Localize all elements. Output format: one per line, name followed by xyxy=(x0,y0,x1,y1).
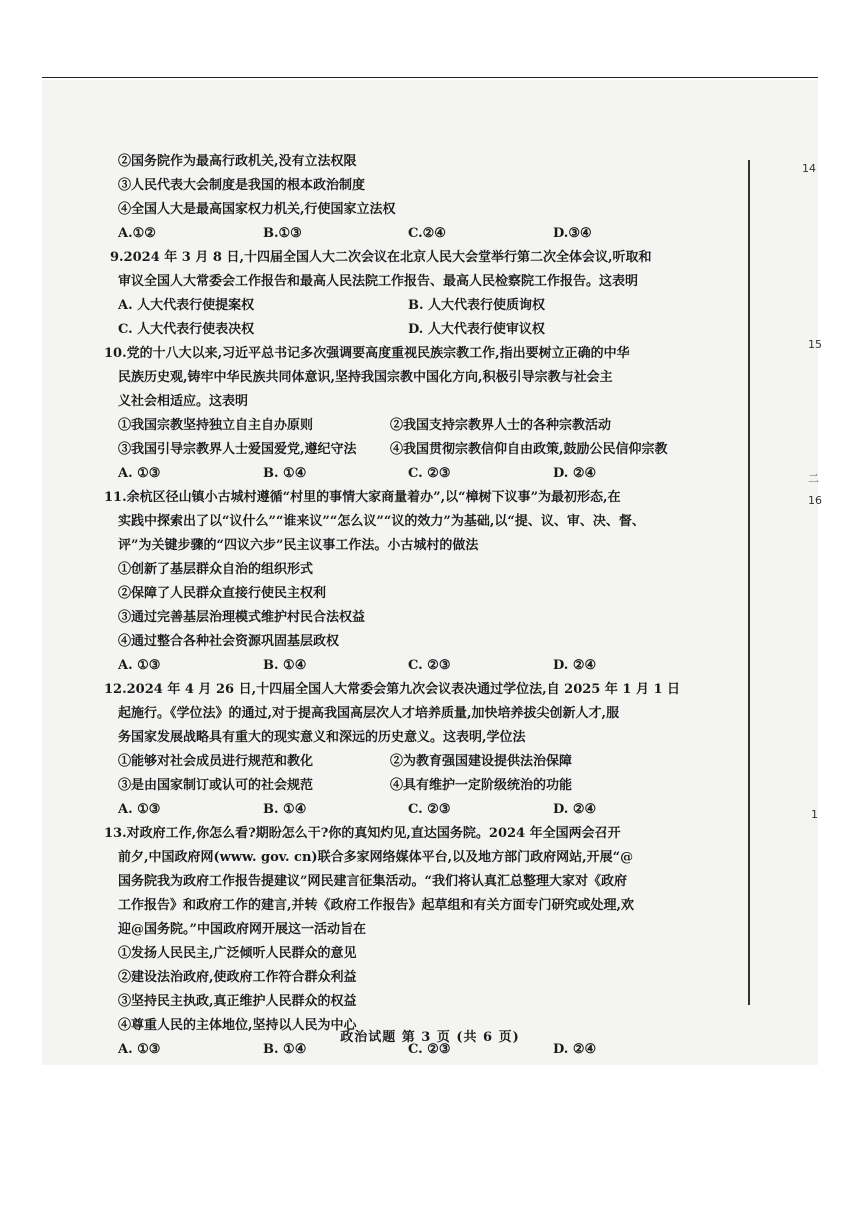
statement-list xyxy=(104,414,740,462)
column-divider xyxy=(748,160,750,1005)
option-d: D. ②④ xyxy=(553,466,597,481)
edge-mark: 15 xyxy=(808,338,822,351)
statement: ①能够对社会成员进行规范和教化 xyxy=(118,754,314,769)
option-b: B. 人大代表行使质询权 xyxy=(408,298,546,313)
option-b: B. ①④ xyxy=(263,1042,307,1057)
option-c: C.②④ xyxy=(408,226,446,241)
option-b: B. ①④ xyxy=(263,466,307,481)
statement: ③坚持民主执政,真正维护人民群众的权益 xyxy=(118,994,357,1009)
option-c: C. ②③ xyxy=(408,466,451,481)
statement: ②我国支持宗教界人士的各种宗教活动 xyxy=(390,418,612,433)
question-stem-line: 评”为关键步骤的“四议六步”民主议事工作法。小古城村的做法 xyxy=(118,538,479,553)
question-stem-line: 义社会相适应。这表明 xyxy=(118,394,249,409)
statement: ②保障了人民群众直接行使民主权利 xyxy=(118,586,327,601)
question-stem-line: 党的十八大以来,习近平总书记多次强调要高度重视民族宗教工作,指出要树立正确的中华 xyxy=(126,346,630,361)
statement: ④尊重人民的主体地位,坚持以人民为中心 xyxy=(118,1018,357,1033)
question-stem-line: 余杭区径山镇小古城村遵循“村里的事情大家商量着办”,以“樟树下议事”为最初形态,在 xyxy=(126,490,621,505)
question-stem-line: 前夕,中国政府网(www. gov. cn)联合多家网络媒体平台,以及地方部门政府网站,开展“@ xyxy=(118,850,634,865)
question-stem-line: 2024 年 4 月 26 日,十四届全国人大常委会第九次会议表决通过学位法,自 2025 年 1 月 1 日 xyxy=(126,682,681,697)
option-c: C. 人大代表行使表决权 xyxy=(118,322,255,337)
statement-list xyxy=(104,750,740,798)
option-a: A. 人大代表行使提案权 xyxy=(118,298,255,313)
edge-mark: 二 xyxy=(808,472,819,485)
statement: ④通过整合各种社会资源巩固基层政权 xyxy=(118,634,340,649)
option-d: D. ②④ xyxy=(553,1042,597,1057)
statement: ①发扬人民民主,广泛倾听人民群众的意见 xyxy=(118,946,357,961)
option-d: D. ②④ xyxy=(553,802,597,817)
answer-options xyxy=(104,654,740,678)
question-9 xyxy=(110,246,740,342)
question-stem-line: 审议全国人大常委会工作报告和最高人民法院工作报告、最高人民检察院工作报告。这表明 xyxy=(118,274,639,289)
top-rule xyxy=(42,77,818,78)
option-a: A. ①③ xyxy=(118,1042,161,1057)
option-b: B. ①④ xyxy=(263,658,307,673)
statement: ③是由国家制订或认可的社会规范 xyxy=(118,778,314,793)
statement: ②国务院作为最高行政机关,没有立法权限 xyxy=(118,154,357,169)
option-a: A.①② xyxy=(118,226,156,241)
question-number: 9. xyxy=(110,250,124,265)
option-c: C. ②③ xyxy=(408,1042,451,1057)
edge-mark: 14 xyxy=(802,162,816,175)
option-d: D. 人大代表行使审议权 xyxy=(408,322,545,337)
statement: ③人民代表大会制度是我国的根本政治制度 xyxy=(118,178,366,193)
question-10 xyxy=(104,342,740,486)
answer-options xyxy=(104,798,740,822)
answer-options xyxy=(110,294,740,342)
edge-mark: 16 xyxy=(808,494,822,507)
statement: ③我国引导宗教界人士爱国爱党,遵纪守法 xyxy=(118,442,357,457)
statement: ①我国宗教坚持独立自主自办原则 xyxy=(118,418,314,433)
question-stem-line: 务国家发展战略具有重大的现实意义和深远的历史意义。这表明,学位法 xyxy=(118,730,526,745)
question-stem-line: 起施行。《学位法》的通过,对于提高我国高层次人才培养质量,加快培养拔尖创新人才,服 xyxy=(118,706,620,721)
question-12 xyxy=(104,678,740,822)
option-a: A. ①③ xyxy=(118,802,161,817)
question-stem-line: 对政府工作,你怎么看?期盼怎么干?你的真知灼见,直达国务院。2024 年全国两会召开 xyxy=(126,826,621,841)
option-d: D. ②④ xyxy=(553,658,597,673)
question-number: 13. xyxy=(104,826,127,841)
statement: ②为教育强国建设提供法治保障 xyxy=(390,754,573,769)
question-stem-line: 实践中探索出了以“议什么”“谁来议”“怎么议”“议的效力”为基础,以“提、议、审、决、督、 xyxy=(118,514,645,529)
question-stem-line: 国务院我为政府工作报告提建议”网民建言征集活动。“我们将认真汇总整理大家对《政府 xyxy=(118,874,627,889)
question-stem-line: 民族历史观,铸牢中华民族共同体意识,坚持我国宗教中国化方向,积极引导宗教与社会主 xyxy=(118,370,613,385)
statement: ④具有维护一定阶级统治的功能 xyxy=(390,778,573,793)
option-b: B. ①④ xyxy=(263,802,307,817)
option-b: B.①③ xyxy=(263,226,302,241)
question-8-tail xyxy=(118,150,740,246)
statement: ①创新了基层群众自治的组织形式 xyxy=(118,562,314,577)
statement: ④我国贯彻宗教信仰自由政策,鼓励公民信仰宗教 xyxy=(390,442,668,457)
page-footer: 政治试题 第 3 页 (共 6 页) xyxy=(340,1030,520,1045)
option-a: A. ①③ xyxy=(118,466,161,481)
question-number: 10. xyxy=(104,346,127,361)
option-c: C. ②③ xyxy=(408,658,451,673)
option-d: D.③④ xyxy=(553,226,592,241)
question-content xyxy=(104,150,740,1062)
question-number: 11. xyxy=(104,490,127,505)
option-c: C. ②③ xyxy=(408,802,451,817)
statement: ②建设法治政府,使政府工作符合群众利益 xyxy=(118,970,357,985)
answer-options xyxy=(118,222,740,246)
question-stem-line: 工作报告》和政府工作的建言,并转《政府工作报告》起草组和有关方面专门研究或处理,欢 xyxy=(118,898,635,913)
question-11 xyxy=(104,486,740,678)
question-number: 12. xyxy=(104,682,127,697)
statement: ④全国人大是最高国家权力机关,行使国家立法权 xyxy=(118,202,396,217)
answer-options xyxy=(104,462,740,486)
statement: ③通过完善基层治理模式维护村民合法权益 xyxy=(118,610,366,625)
edge-mark: 1 xyxy=(811,808,818,821)
question-stem-line: 2024 年 3 月 8 日,十四届全国人大二次会议在北京人民大会堂举行第二次全体会议,听取和 xyxy=(123,250,652,265)
option-a: A. ①③ xyxy=(118,658,161,673)
question-stem-line: 迎@国务院。”中国政府网开展这一活动旨在 xyxy=(118,922,366,937)
